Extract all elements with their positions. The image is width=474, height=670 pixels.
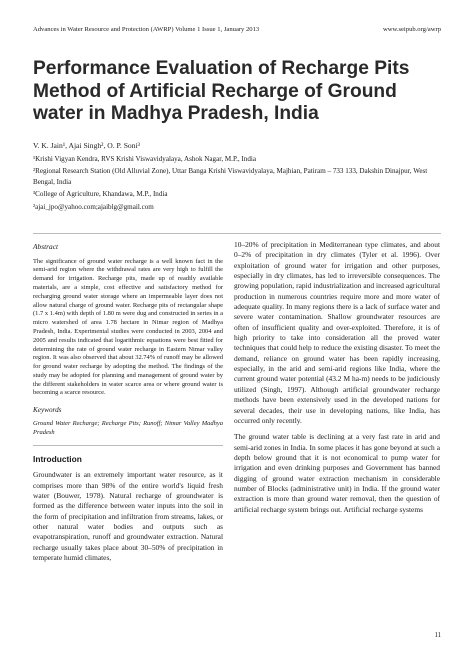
- right-column: [234, 240, 440, 521]
- abstract-divider: [33, 445, 223, 446]
- running-header: [33, 26, 441, 33]
- journal-info: Advances in Water Resource and Protection (AWRP) Volume 1 Issue 1, January 2013: [33, 26, 260, 33]
- affiliations: [33, 154, 443, 214]
- contact-email[interactable]: ²ajai_jpo@yahoo.com;ajaiblg@gmail.com: [33, 202, 154, 211]
- left-column: [33, 242, 223, 563]
- paper-title: Performance Evaluation of Recharge Pits Method of Artificial Recharge of Ground water in Madhya Pradesh, India: [33, 58, 410, 124]
- page-number: 11: [434, 632, 441, 639]
- body-paragraph-1: 10–20% of precipitation in Mediterranean type climates, and about 0–2% of precipitation in dry climates (Tyler et al. 1996). Over exploitation of ground water for irrigation and other purposes, especially in dry climates, has led to irreversible consequences. The growing population, rapid industrialization and increased agricultural production in numerous countries require more and more water of adequate quality. In many regions there is a lack of surface water and severe water contamination. Shallow groundwater resources are often of insufficient quality and over-exploited. Therefore, it is of high priority to take into consideration all the proved water techniques that could help to reduce the existing disaster. To meet the demand, reliance on ground water has been rapidly increasing, especially, in the arid and semi-arid regions like India, where the current ground water potential (43.2 M ha-m) needs to be judiciously utilized (Singh, 1997). Although artificial groundwater recharge methods have been extensively used in the developed nations for several decades, their use in developing nations, like India, has occurred only recently.: [234, 240, 440, 425]
- abstract-heading: Abstract: [33, 242, 59, 251]
- author-list: V. K. Jain¹, Ajai Singh², O. P. Soni³: [33, 141, 140, 150]
- affiliation-1: ¹Krishi Vigyan Kendra, RVS Krishi Viswavidyalaya, Ashok Nagar, M.P., India: [33, 155, 256, 163]
- affiliation-2: ²Regional Research Station (Old Alluvial Zone), Uttar Banga Krishi Viswavidyalaya, Majhian, Patiram – 733 133, Dakshin Dinajpur, West Bengal, India: [33, 167, 428, 186]
- journal-url[interactable]: www.seipub.org/awrp: [382, 26, 441, 33]
- introduction-text: Groundwater is an extremely important water resource, as it comprises more than 98% of the entire world's liquid fresh water (Bouwer, 1978). Natural recharge of groundwater is formed as the difference between water inputs into the soil in the form of precipitation and infiltration from streams, lakes, or other natural water bodies and outputs such as evapotranspiration, runoff and groundwater extraction. Natural recharge usually takes place about 30–50% of precipitation in temperate humid climates,: [33, 470, 223, 562]
- abstract-text: The significance of ground water recharge is a well known fact in the semi-arid region where the withdrawal rates are very high to fulfill the demand for irrigation. Recharge pits, made up of readily available materials, are a simple, cost effective and satisfactory method for recharging ground water storage where an impermeable layer does not allow natural charge of ground water. Recharge pits of rectangular shape (1.7 x 1.4m) with depth of 1.80 m were dug and constructed in series in a micro watershed of area 1.78 hectare in Nimar region of Madhya Pradesh, India. Experimental studies were conducted in 2003, 2004 and 2005 and results indicated that logarithmic equations were best fitted for determining the rate of ground water recharge in Eastern Nimar valley region. It was also observed that about 32.74% of runoff may be allowed for ground water recharge by adopting the method. The findings of the study may be adopted for planning and management of ground water by the different stakeholders in water scarce area or where ground water is becoming a scarce resource.: [33, 257, 223, 397]
- keywords-heading: Keywords: [33, 406, 62, 415]
- affiliation-3: ³College of Agriculture, Khandawa, M.P., India: [33, 190, 168, 199]
- section-divider: [33, 233, 441, 234]
- introduction-heading: Introduction: [33, 453, 82, 464]
- keywords-text: Ground Water Recharge; Recharge Pits; Runoff; Nimar Valley Madhya Pradesh: [33, 419, 223, 436]
- body-paragraph-2: The ground water table is declining at a very fast rate in arid and semi-arid zones in India. In some places it has gone beyond at such a depth below ground that it is not economical to pump water for irrigation and even drinking purposes and Government has banned digging of ground water extraction mechanism in considerable number of Blocks (administrative unit) in India. If the ground water extraction is more than ground water removal, then the question of artificial recharge system brings out. Artificial recharge systems: [234, 432, 440, 514]
